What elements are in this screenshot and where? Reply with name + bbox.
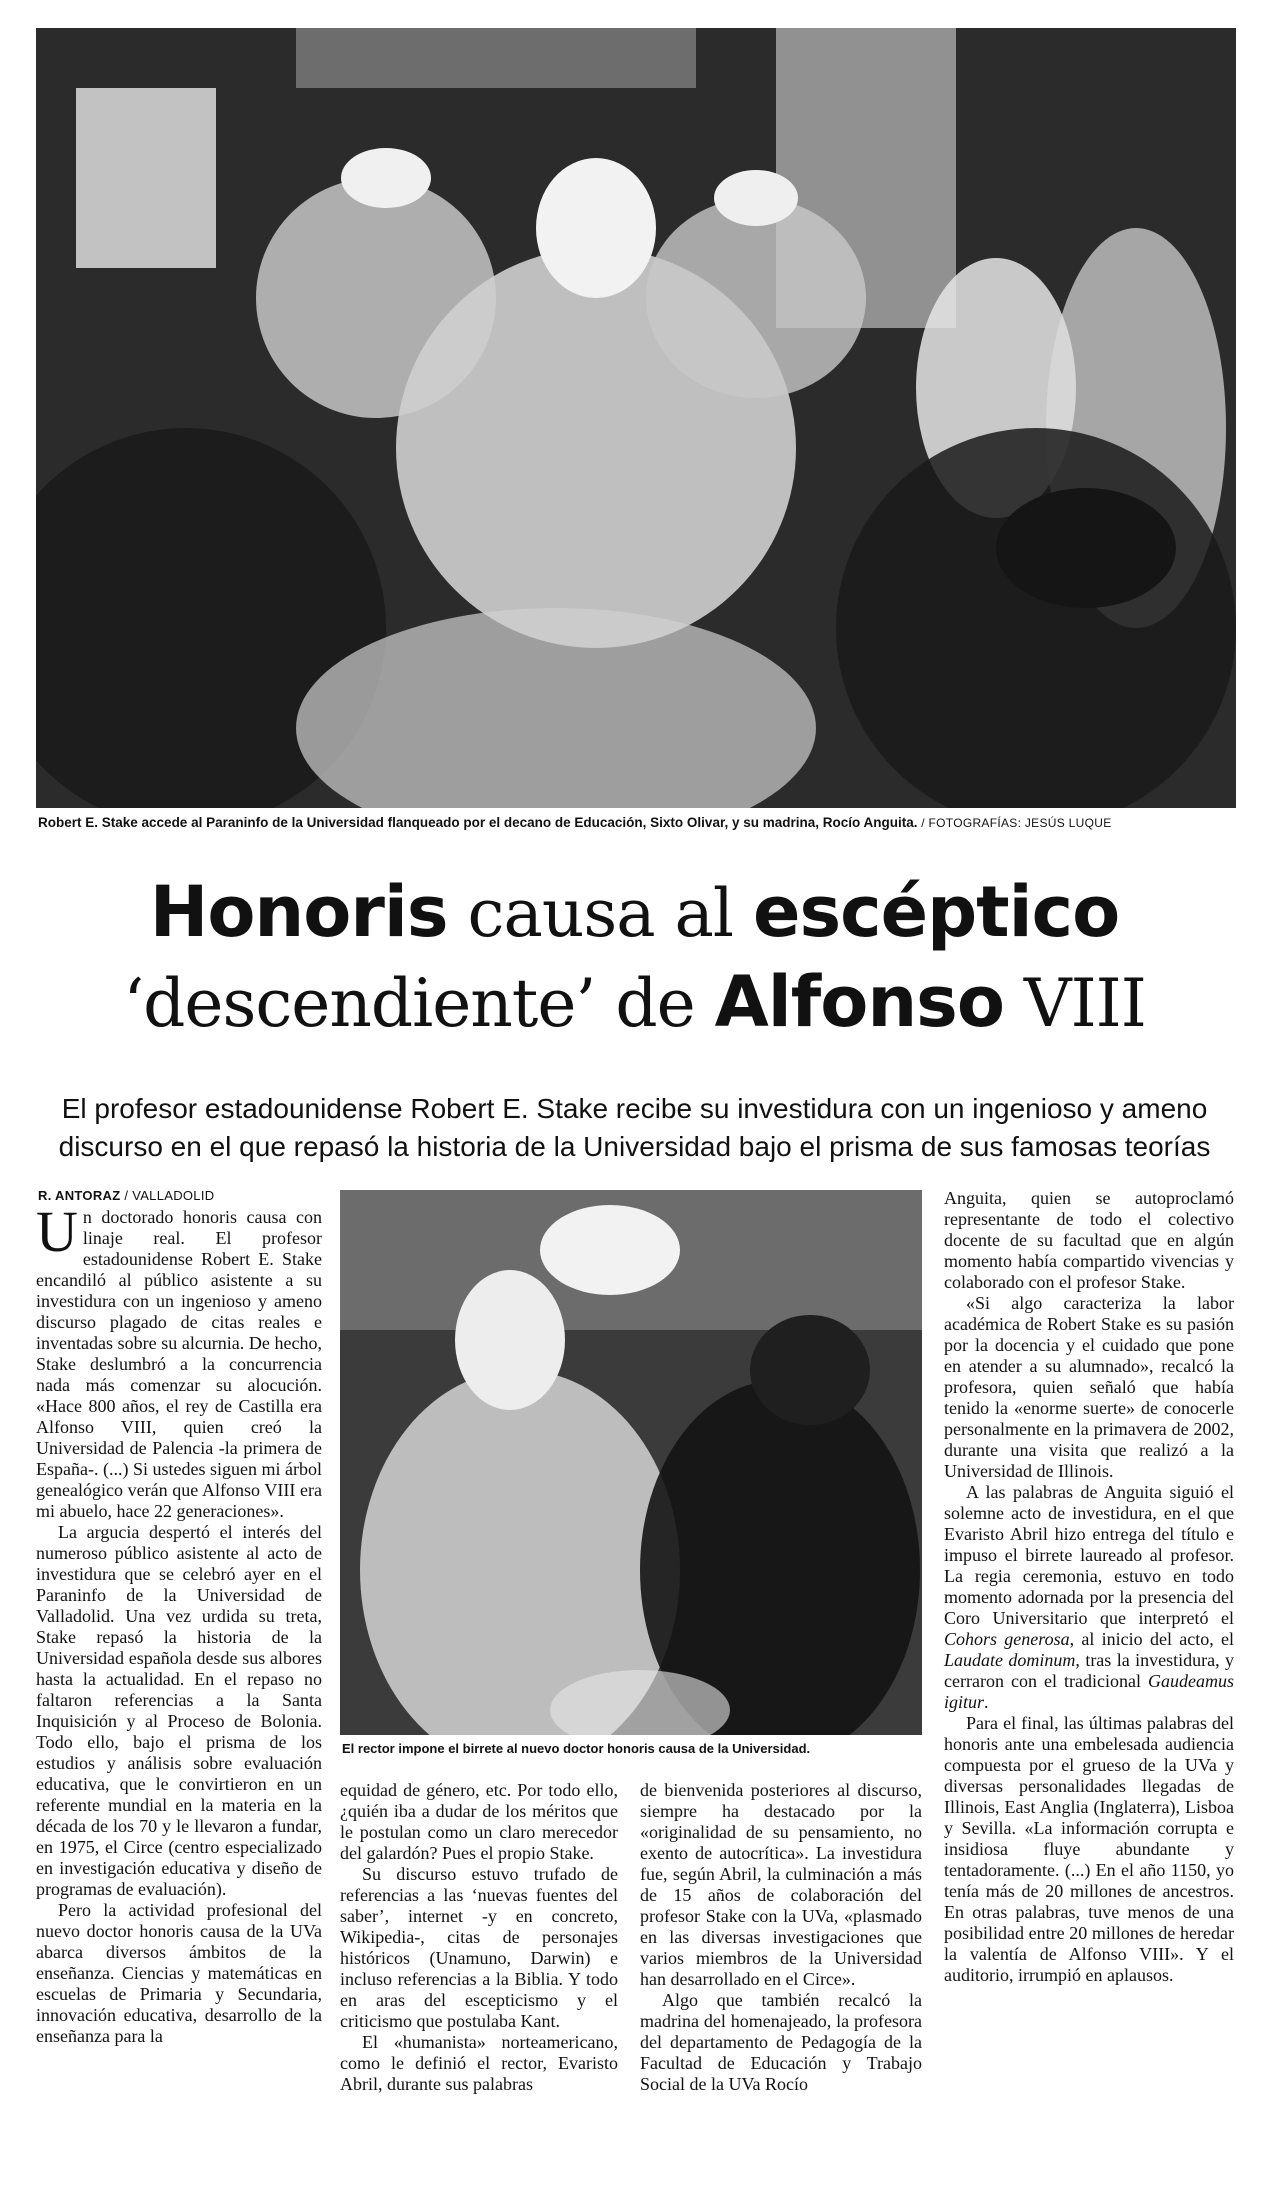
body-column-2 [340,1780,618,2180]
body-paragraph: de bienvenida posteriores al discurso, siempre ha destacado por la «originalidad de su pensamiento, no exento de autocrítica». La investidura fue, según Abril, la culminación a más de 15 años de colaboración del profesor Stake con la UVa, «plasmado en las diversas investigaciones que varios miembros de la Universidad han desarrollado en el Circe». [640,1780,922,1989]
body-paragraph: Un doctorado honoris causa con linaje real. El profesor estadounidense Robert E. Stake encandiló al público asistente a su investidura con un ingenioso y ameno discurso plagado de citas reales e inventadas sobre su alcurnia. De hecho, Stake deslumbró a la concurrencia nada más comenzar su alocución. «Hace 800 años, el rey de Castilla era Alfonso VIII, quien creó la Universidad de Palencia -la primera de España-. (...) Si ustedes siguen mi árbol genealógico verán que Alfonso VIII era mi abuelo, hace 22 generaciones». [36,1199,322,1521]
body-column-4 [944,1188,1234,2183]
body-paragraph: El «humanista» norteamericano, como le definió el rector, Evaristo Abril, durante sus palabras [340,2032,618,2094]
body-paragraph: Para el final, las últimas palabras del honoris ante una embelesada audiencia compuesta por el grueso de la UVa y diversas personalidades llegadas de Illinois, East Anglia (Inglaterra), Lisboa y Sevilla. «La información corrupta e insidiosa fluye abundante y tentadoramente. (...) En el año 1150, yo tenía más de 20 millones de ancestros. En otras palabras, tuve menos de una posibilidad entre 20 millones de heredar la valentía de Alfonso VIII». Y el auditorio, irrumpió en aplausos. [944,1713,1234,1985]
byline-location: / VALLADOLID [120,1188,215,1203]
body-paragraph: Su discurso estuvo trufado de referencias a las ‘nuevas fuentes del saber’, internet -y en concreto, Wikipedia-, citas de personajes históricos (Unamuno, Darwin) e incluso referencias a la Biblia. Y todo en aras del escepticismo y el criticismo que postulaba Kant. [340,1864,618,2031]
body-paragraph: Algo que también recalcó la madrina del homenajeado, la profesora del departamento de Pedagogía de la Facultad de Educación y Trabajo Social de la UVa Rocío [640,1990,922,2094]
photo-credit: / FOTOGRAFÍAS: JESÚS LUQUE [921,816,1112,830]
headline-word-honoris: Honoris [149,871,448,953]
headline-words-descendiente: ‘descendiente’ de [123,965,715,1042]
byline-author: R. ANTORAZ [38,1188,121,1203]
body-column-1 [36,1199,322,2182]
headline-word-esceptico: escéptico [752,871,1120,953]
headline-line-1 [0,870,1269,956]
body-column-3 [640,1780,922,2180]
body-paragraph: A las palabras de Anguita siguió el solemne acto de investidura, en el que Evaristo Abril hizo entrega del título e impuso el birrete laureado al profesor. La regia ceremonia, estuvo en todo momento adornada por la presencia del Coro Universitario que interpretó el Cohors generosa, al inicio del acto, el Laudate dominum, tras la investidura, y cerraron con el tradicional Gaudeamus igitur. [944,1482,1234,1712]
top-photo-caption [38,815,1112,830]
headline-word-viii: VIII [1003,965,1146,1042]
body-paragraph: «Si algo caracteriza la labor académica de Robert Stake es su pasión por la docencia y el cuidado que pone en atender a su alumnado», recalcó la profesora, quien señaló que había tenido la «enorme suerte» de conocerle personalmente en la primavera de 2002, durante una visita que realizó a la Universidad de Illinois. [944,1293,1234,1481]
headline-words-causa-al: causa al [447,875,753,952]
headline-line-2 [0,960,1269,1046]
inner-photo-caption: El rector impone el birrete al nuevo doctor honoris causa de la Universidad. [342,1741,811,1756]
inner-photo [340,1190,922,1735]
body-paragraph: equidad de género, etc. Por todo ello, ¿quién iba a dudar de los méritos que le postulan como un claro merecedor del galardón? Pues el propio Stake. [340,1780,618,1863]
body-paragraph: Pero la actividad profesional del nuevo doctor honoris causa de la UVa abarca diversos ámbitos de la enseñanza. Ciencias y matemáticas en escuelas de Primaria y Secundaria, innovación educativa, desarrollo de la enseñanza para la [36,1900,322,2046]
body-paragraph: Anguita, quien se autoproclamó representante de todo el colectivo docente de su facultad que en algún momento había compartido vivencias y colaborado con el profesor Stake. [944,1188,1234,1292]
subhead-line-1: El profesor estadounidense Robert E. Stake recibe su investidura con un ingenioso y ameno [61,1093,1208,1124]
top-photo [36,28,1236,808]
caption-text: Robert E. Stake accede al Paraninfo de la Universidad flanqueado por el decano de Educación, Sixto Olivar, y su madrina, Rocío Anguita. [38,815,918,830]
drop-cap: U [36,1199,78,1264]
body-paragraph: La argucia despertó el interés del numeroso público asistente al acto de investidura que se celebró ayer en el Paraninfo de la Universidad de Valladolid. Una vez urdida su treta, Stake repasó la historia de la Universidad española desde sus albores hasta la actualidad. En el repaso no faltaron referencias a la Santa Inquisición y al Proceso de Bolonia. Todo ello, bajo el prisma de los estudios y análisis sobre evaluación educativa, que le convirtieron en un referente mundial en la materia en la década de los 70 y le llevaron a fundar, en 1975, el Circe (centro especializado en investigación educativa y diseño de programas de evaluación). [36,1522,322,1899]
headline-word-alfonso: Alfonso [714,961,1004,1043]
subhead-line-2: discurso en el que repasó la historia de la Universidad bajo el prisma de sus famosas teorías [58,1131,1211,1162]
